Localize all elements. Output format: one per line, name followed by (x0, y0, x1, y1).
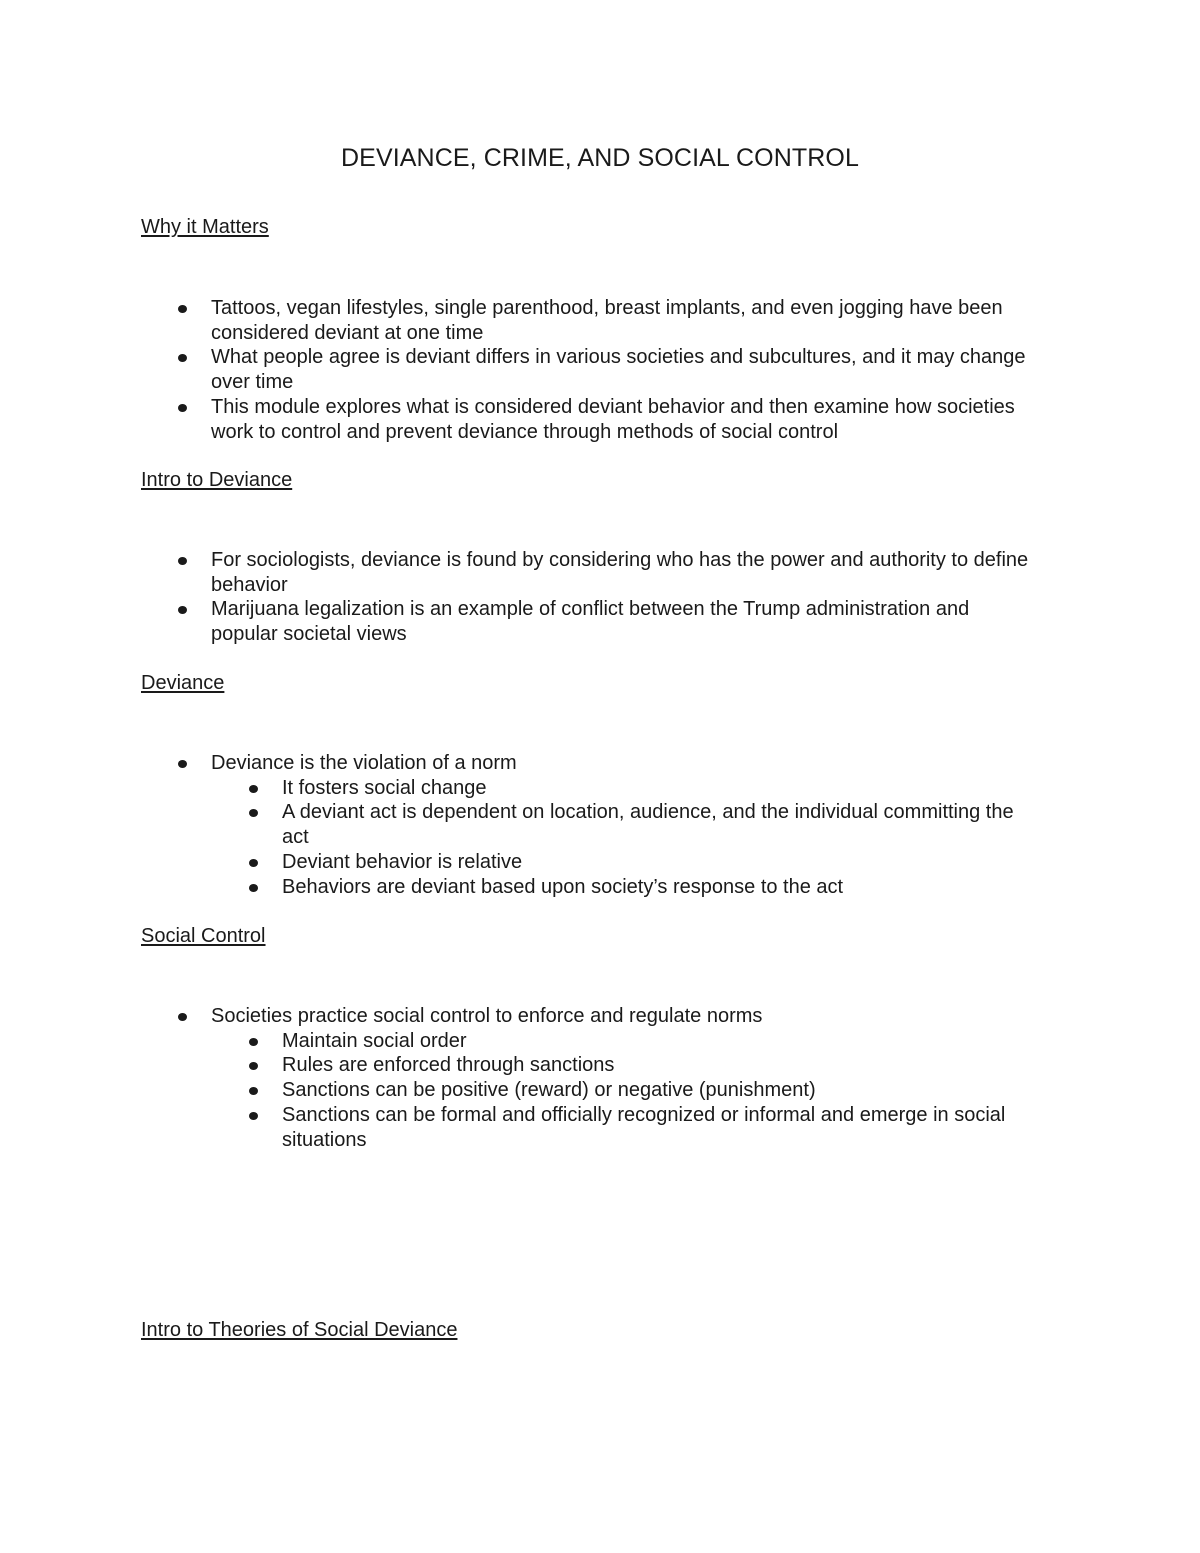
bullet-list-deviance (0, 751, 1200, 899)
list-item-text: Sanctions can be positive (reward) or negative (punishment) (282, 1079, 816, 1102)
list-item-text: Rules are enforced through sanctions (282, 1054, 615, 1077)
list-item (0, 751, 1041, 776)
bullet-icon (249, 1112, 258, 1120)
sub-list-item (0, 850, 1042, 875)
list-item-text: A deviant act is dependent on location, audience, and the individual committing the act (282, 801, 1014, 849)
list-item-text: Deviant behavior is relative (282, 850, 523, 873)
list-item-text: It fosters social change (282, 776, 487, 799)
section-heading-intro-to-deviance: Intro to Deviance (141, 469, 293, 491)
bullet-icon (178, 1013, 187, 1021)
bullet-icon (249, 1038, 258, 1046)
bullet-list-intro-to-deviance (0, 548, 1200, 647)
bullet-icon (178, 305, 187, 313)
bullet-icon (178, 606, 187, 614)
bullet-icon (249, 809, 258, 817)
list-item (0, 548, 1041, 597)
list-item-text: This module explores what is considered deviant behavior and then examine how societies work to control and prevent deviance through methods of social control (211, 395, 1015, 443)
list-item-text: Behaviors are deviant based upon society’s response to the act (282, 875, 844, 898)
list-item-text: Societies practice social control to enforce and regulate norms (211, 1005, 763, 1027)
section-heading-social-control: Social Control (141, 925, 266, 947)
list-item-text: Deviance is the violation of a norm (211, 752, 517, 774)
sub-list-item (0, 875, 1042, 900)
sub-list-item (0, 776, 1042, 801)
list-item (0, 345, 1041, 394)
bullet-list-why-it-matters (0, 296, 1200, 444)
list-item-text: Sanctions can be formal and officially recognized or informal and emerge in social situations (282, 1103, 1006, 1151)
section-heading-deviance: Deviance (141, 672, 225, 694)
list-item-text: For sociologists, deviance is found by considering who has the power and authority to define behavior (211, 549, 1029, 596)
list-item-text: Marijuana legalization is an example of conflict between the Trump administration and popular societal views (211, 598, 970, 646)
section-heading-intro-to-theories: Intro to Theories of Social Deviance (141, 1319, 458, 1341)
list-item (0, 1004, 1041, 1029)
list-item (0, 597, 1041, 646)
bullet-icon (178, 404, 187, 412)
bullet-icon (249, 785, 258, 793)
bullet-icon (249, 1062, 258, 1070)
bullet-icon (249, 1087, 258, 1095)
list-item-text: What people agree is deviant differs in various societies and subcultures, and it may change over time (211, 346, 1026, 394)
sub-list-item (0, 1103, 1042, 1152)
bullet-icon (249, 884, 258, 892)
list-item-text: Maintain social order (282, 1029, 467, 1052)
list-item-text: Tattoos, vegan lifestyles, single parenthood, breast implants, and even jogging have been considered deviant at one time (211, 297, 1003, 344)
bullet-icon (178, 760, 187, 768)
sub-list-item (0, 1078, 1042, 1103)
sub-list-item (0, 800, 1042, 849)
list-item (0, 395, 1041, 444)
sub-list-item (0, 1029, 1042, 1054)
bullet-icon (178, 557, 187, 565)
bullet-list-social-control (0, 1004, 1200, 1152)
bullet-icon (249, 859, 258, 867)
bullet-icon (178, 354, 187, 362)
document-title: DEVIANCE, CRIME, AND SOCIAL CONTROL (341, 144, 859, 172)
sub-list-item (0, 1053, 1042, 1078)
section-heading-why-it-matters: Why it Matters (141, 216, 269, 238)
list-item (0, 296, 1041, 345)
